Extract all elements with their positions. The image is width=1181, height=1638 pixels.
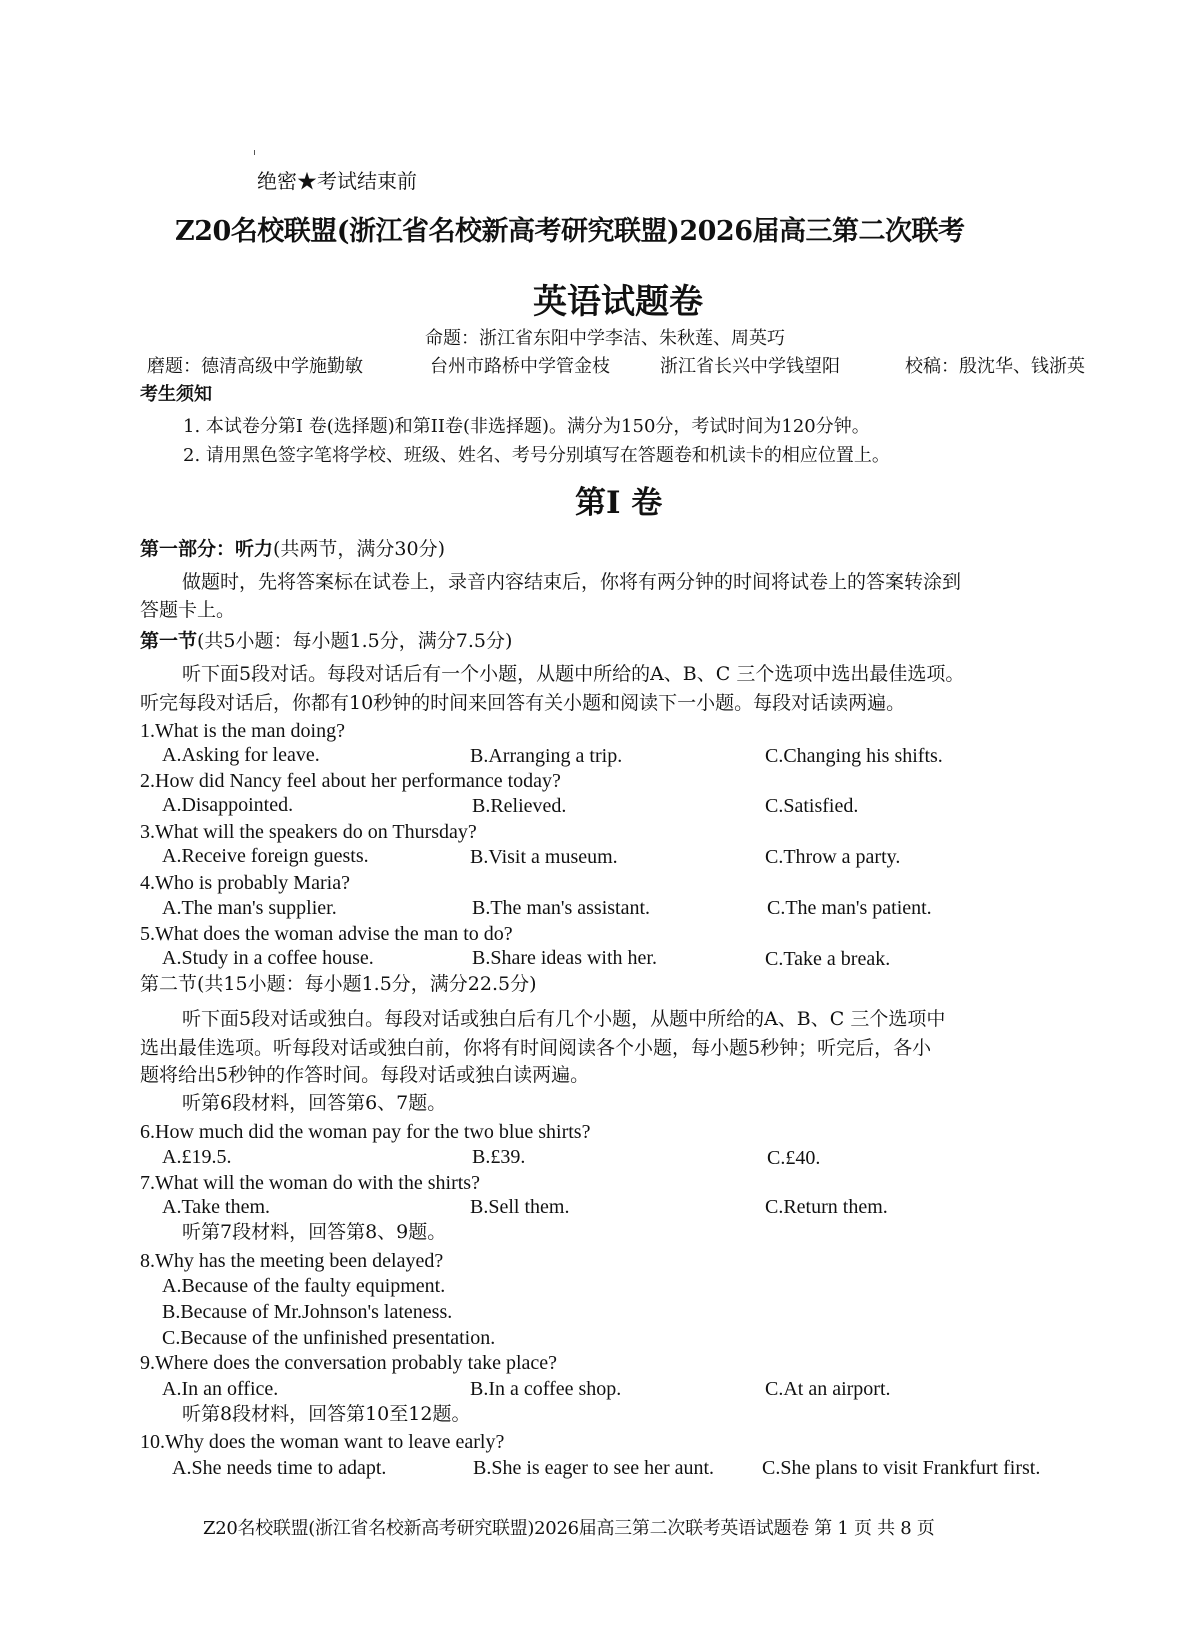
q1-option-a: A.Asking for leave.: [162, 744, 320, 766]
part1-intro-1: 做题时，先将答案标在试卷上，录音内容结束后，你将有两分钟的时间将试卷上的答案转涂到: [182, 571, 962, 593]
question-1: 1.What is the man doing?: [140, 720, 345, 742]
q10-option-c: C.She plans to visit Frankfurt first.: [762, 1457, 1041, 1479]
question-5: 5.What does the woman advise the man to do?: [140, 923, 513, 945]
scan-mark: [254, 150, 255, 155]
volume-title: 第I 卷: [575, 485, 663, 521]
question-8: 8.Why has the meeting been delayed?: [140, 1250, 444, 1272]
material-8-heading: 听第8段材料，回答第10至12题。: [182, 1403, 471, 1425]
question-3: 3.What will the speakers do on Thursday?: [140, 821, 477, 843]
authors-line: 命题：浙江省东阳中学李洁、朱秋莲、周英巧: [425, 328, 785, 349]
q7-option-b: B.Sell them.: [470, 1196, 570, 1218]
part1-heading-rest: (共两节，满分30分): [273, 538, 446, 560]
question-2: 2.How did Nancy feel about her performance today?: [140, 770, 561, 792]
reviewer-3: 浙江省长兴中学钱望阳: [660, 356, 840, 377]
question-6: 6.How much did the woman pay for the two blue shirts?: [140, 1121, 591, 1143]
question-10: 10.Why does the woman want to leave early?: [140, 1431, 505, 1453]
section1-intro-1: 听下面5段对话。每段对话后有一个小题，从题中所给的A、B、C 三个选项中选出最佳选项。: [182, 663, 965, 685]
part1-heading-bold: 第一部分：听力: [140, 538, 274, 560]
question-7: 7.What will the woman do with the shirts?: [140, 1172, 480, 1194]
part1-intro-2: 答题卡上。: [140, 599, 236, 621]
section1-heading-bold: 第一节: [140, 630, 198, 652]
q2-option-b: B.Relieved.: [472, 795, 567, 817]
q5-option-c: C.Take a break.: [765, 948, 891, 970]
q6-option-c: C.£40.: [767, 1147, 821, 1169]
material-7-heading: 听第7段材料，回答第8、9题。: [182, 1221, 447, 1243]
notice-item-1: 1. 本试卷分第I 卷(选择题)和第II卷(非选择题)。满分为150分，考试时间为120分钟。: [183, 416, 870, 437]
q9-option-c: C.At an airport.: [765, 1378, 891, 1400]
q9-option-b: B.In a coffee shop.: [470, 1378, 622, 1400]
section2-heading: 第二节(共15小题：每小题1.5分，满分22.5分): [140, 973, 537, 995]
section1-heading-rest: (共5小题：每小题1.5分，满分7.5分): [197, 630, 513, 652]
proofreaders: 校稿：殷沈华、钱浙英: [905, 356, 1085, 377]
q5-option-a: A.Study in a coffee house.: [162, 947, 374, 969]
q3-option-b: B.Visit a museum.: [470, 846, 618, 868]
q7-option-c: C.Return them.: [765, 1196, 888, 1218]
page-footer: Z20名校联盟(浙江省名校新高考研究联盟)2026届高三第二次联考英语试题卷 第 1 页 共 8 页: [203, 1518, 935, 1539]
q8-option-a: A.Because of the faulty equipment.: [162, 1275, 446, 1297]
confidential-label: 绝密★考试结束前: [257, 169, 417, 193]
q6-option-a: A.£19.5.: [162, 1146, 232, 1168]
material-6-heading: 听第6段材料，回答第6、7题。: [182, 1092, 447, 1114]
q2-option-c: C.Satisfied.: [765, 795, 859, 817]
reviewer-1: 磨题：德清高级中学施勤敏: [147, 356, 363, 377]
q2-option-a: A.Disappointed.: [162, 794, 294, 816]
q9-option-a: A.In an office.: [162, 1378, 279, 1400]
section2-intro-1: 听下面5段对话或独白。每段对话或独白后有几个小题，从题中所给的A、B、C 三个选项中: [182, 1008, 946, 1030]
question-4: 4.Who is probably Maria?: [140, 872, 350, 894]
q4-option-c: C.The man's patient.: [767, 897, 932, 919]
subject-title: 英语试题卷: [533, 282, 703, 322]
q10-option-a: A.She needs time to adapt.: [172, 1457, 387, 1479]
q7-option-a: A.Take them.: [162, 1196, 271, 1218]
notice-heading: 考生须知: [140, 384, 212, 405]
reviewer-2: 台州市路桥中学管金枝: [430, 356, 610, 377]
q3-option-a: A.Receive foreign guests.: [162, 845, 369, 867]
q3-option-c: C.Throw a party.: [765, 846, 901, 868]
q1-option-b: B.Arranging a trip.: [470, 745, 623, 767]
exam-title: Z20名校联盟(浙江省名校新高考研究联盟)2026届高三第二次联考: [175, 216, 965, 247]
section1-intro-2: 听完每段对话后，你都有10秒钟的时间来回答有关小题和阅读下一小题。每段对话读两遍。: [140, 692, 906, 714]
section2-intro-3: 题将给出5秒钟的作答时间。每段对话或独白读两遍。: [140, 1064, 590, 1086]
q4-option-b: B.The man's assistant.: [472, 897, 651, 919]
q4-option-a: A.The man's supplier.: [162, 897, 337, 919]
q5-option-b: B.Share ideas with her.: [472, 947, 657, 969]
section1-heading: [140, 632, 512, 651]
section2-intro-2: 选出最佳选项。听每段对话或独白前，你将有时间阅读各个小题，每小题5秒钟；听完后，各小: [140, 1037, 932, 1059]
q8-option-b: B.Because of Mr.Johnson's lateness.: [162, 1301, 453, 1323]
q10-option-b: B.She is eager to see her aunt.: [473, 1457, 715, 1479]
notice-item-2: 2. 请用黑色签字笔将学校、班级、姓名、考号分别填写在答题卷和机读卡的相应位置上。: [183, 445, 890, 466]
q6-option-b: B.£39.: [472, 1146, 526, 1168]
part1-heading: [140, 540, 445, 559]
q8-option-c: C.Because of the unfinished presentation.: [162, 1327, 496, 1349]
q1-option-c: C.Changing his shifts.: [765, 745, 943, 767]
question-9: 9.Where does the conversation probably take place?: [140, 1352, 558, 1374]
